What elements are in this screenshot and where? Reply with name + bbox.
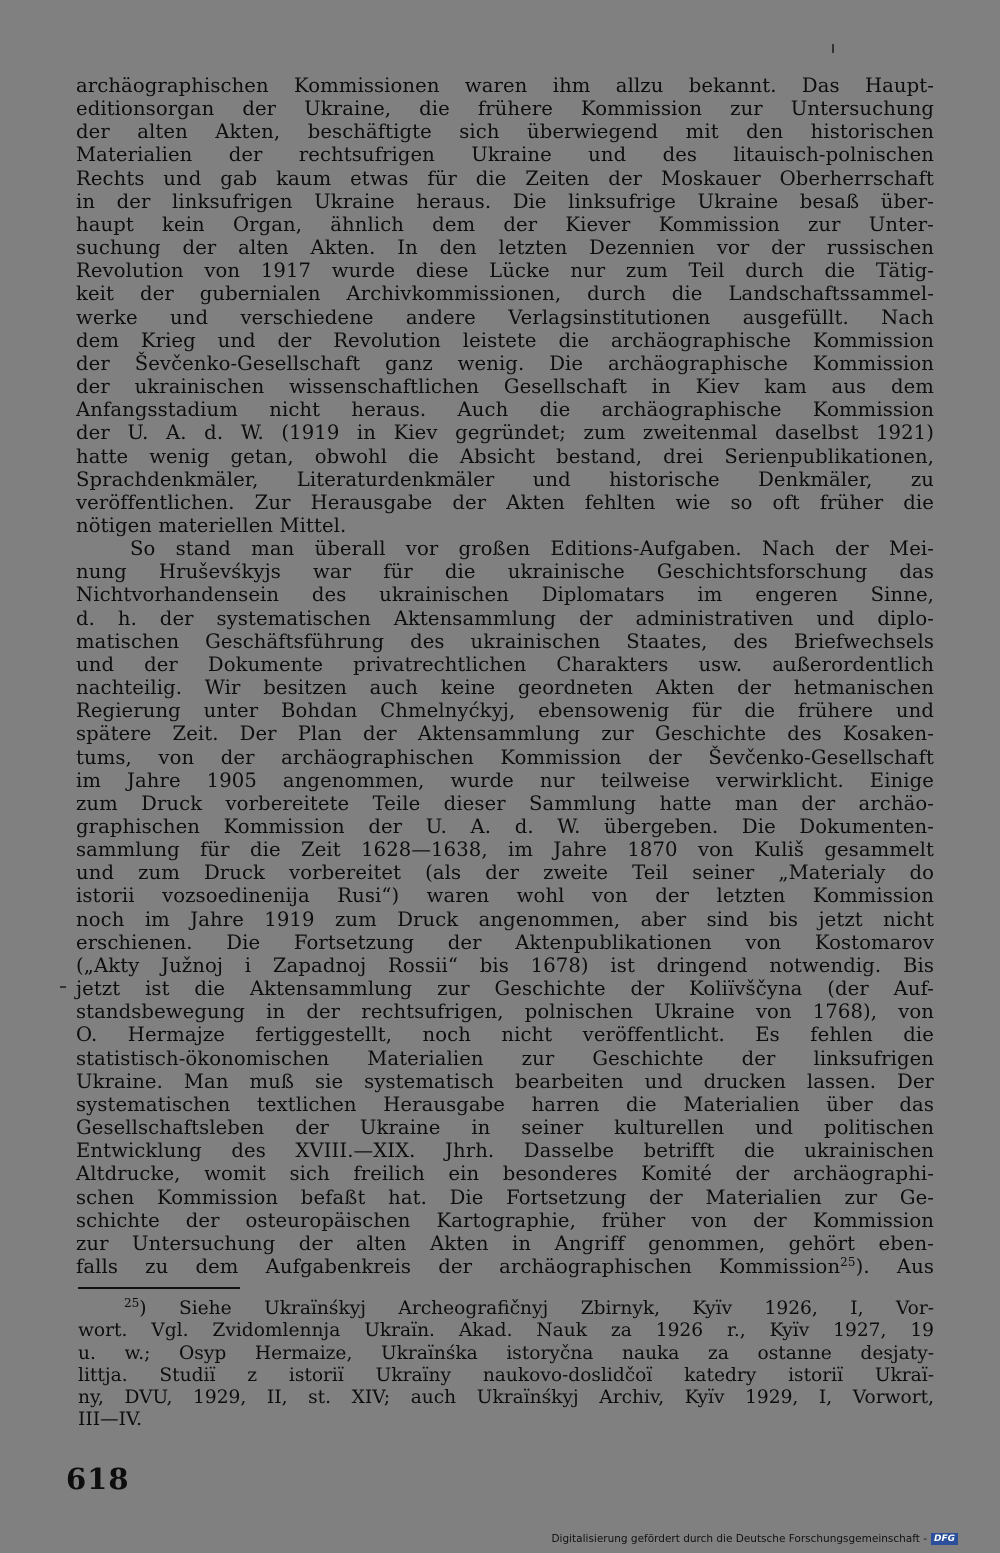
text-line: jetzt ist die Aktensammlung zur Geschichte der Koliïvščyna (der Auf-: [76, 977, 934, 1001]
paragraph-1: [76, 74, 934, 537]
text-line: Materialien der rechtsufrigen Ukraine und des litauisch-polnischen: [76, 143, 934, 167]
footnote-divider: [78, 1287, 240, 1289]
text-line: der Ševčenko-Gesellschaft ganz wenig. Die archäographische Kommission: [76, 351, 934, 375]
text-line: dem Krieg und der Revolution leistete die archäographische Kommission: [76, 328, 934, 352]
text-line: der U. A. d. W. (1919 in Kiev gegründet; zum zweitenmal daselbst 1921): [76, 421, 934, 445]
footnote-marker: 25: [124, 1296, 140, 1310]
text-line: tums, von der archäographischen Kommission der Ševčenko-Gesellschaft: [76, 745, 934, 769]
text-line: graphischen Kommission der U. A. d. W. übergeben. Die Dokumenten-: [76, 815, 934, 838]
text-line: sammlung für die Zeit 1628—1638, im Jahre 1870 von Kuliš gesammelt: [76, 838, 934, 862]
footnote-line: u. w.; Osyp Hermaize, Ukraïnśka istoryčna nauka za ostanne desjaty-: [78, 1342, 934, 1364]
text-line: im Jahre 1905 angenommen, wurde nur teilweise verwirklicht. Einige: [76, 768, 934, 792]
text-line: haupt kein Organ, ähnlich dem der Kiever Kommission zur Unter-: [76, 212, 934, 236]
text-line: schichte der osteuropäischen Kartographie, früher von der Kommission: [76, 1208, 934, 1232]
text-line: spätere Zeit. Der Plan der Aktensammlung zur Geschichte des Kosaken-: [76, 722, 934, 746]
paragraph-2: [76, 537, 934, 1278]
text-fragment: ). Aus: [855, 1254, 935, 1278]
text-line: werke und verschiedene andere Verlagsinstitutionen ausgefüllt. Nach: [76, 305, 934, 329]
text-line: Rechts und gab kaum etwas für die Zeiten der Moskauer Oberherrschaft: [76, 166, 934, 190]
text-line: Sprachdenkmäler, Literaturdenkmäler und historische Denkmäler, zu: [76, 467, 934, 491]
main-text: [76, 74, 934, 1278]
text-line: noch im Jahre 1919 zum Druck angenommen, aber sind bis jetzt nicht: [76, 907, 934, 931]
text-line: zum Druck vorbereitete Teile dieser Sammlung hatte man der archäo-: [76, 791, 934, 815]
footnote-text: ) Siehe Ukraïnśkyj Archeografičnyj Zbirnyk, Kyïv 1926, I, Vor-: [139, 1298, 934, 1319]
page-number: 618: [66, 1462, 130, 1496]
scan-mark: [60, 986, 66, 988]
funding-text: Digitalisierung gefördert durch die Deutsche Forschungsgemeinschaft -: [551, 1533, 927, 1545]
text-fragment: falls zu dem Aufgabenkreis der archäographischen Kommission: [76, 1254, 841, 1278]
text-line: matischen Geschäftsführung des ukrainischen Staates, des Briefwechsels: [76, 629, 934, 653]
footnote-line: wort. Vgl. Zvidomlennja Ukraïn. Akad. Nauk za 1926 r., Kyïv 1927, 19: [78, 1320, 934, 1342]
text-line: erschienen. Die Fortsetzung der Aktenpublikationen von Kostomarov: [76, 930, 934, 954]
text-line: [76, 1255, 934, 1278]
text-line: („Akty Južnoj i Zapadnoj Rossii“ bis 1678) ist dringend notwendig. Bis: [76, 953, 934, 977]
footnote-line: [78, 1298, 934, 1320]
text-line: suchung der alten Akten. In den letzten Dezennien vor der russischen: [76, 236, 934, 260]
text-line: zur Untersuchung der alten Akten in Angriff genommen, gehört eben-: [76, 1231, 934, 1255]
text-line: Gesellschaftsleben der Ukraine in seiner kulturellen und politischen: [76, 1116, 934, 1140]
text-line: nung Hruševśkyjs war für die ukrainische Geschichtsforschung das: [76, 560, 934, 584]
text-line: statistisch-ökonomischen Materialien zur Geschichte der linksufrigen: [76, 1046, 934, 1070]
footnote-line: littja. Studiï z istoriï Ukraïny naukovo-doslidčoï katedry istoriï Ukraï-: [78, 1364, 934, 1386]
text-line: Ukraine. Man muß sie systematisch bearbeiten und drucken lassen. Der: [76, 1069, 934, 1093]
text-line: nachteilig. Wir besitzen auch keine geordneten Akten der hetmanischen: [76, 676, 934, 700]
text-line: und zum Druck vorbereitet (als der zweite Teil seiner „Materialy do: [76, 861, 934, 885]
footnote-line: III—IV.: [78, 1409, 143, 1431]
dfg-logo: DFG: [931, 1533, 958, 1545]
text-line: der alten Akten, beschäftigte sich überwiegend mit den historischen: [76, 120, 934, 144]
text-line: editionsorgan der Ukraine, die frühere Kommission zur Untersuchung: [76, 97, 934, 121]
text-line: archäographischen Kommissionen waren ihm allzu bekannt. Das Haupt-: [76, 74, 934, 97]
text-line: keit der gubernialen Archivkommissionen, durch die Landschaftssammel-: [76, 282, 934, 306]
text-line: O. Hermajze fertiggestellt, noch nicht veröffentlicht. Es fehlen die: [76, 1023, 934, 1047]
text-line: in der linksufrigen Ukraine heraus. Die linksufrige Ukraine besaß über-: [76, 189, 934, 213]
text-line: Revolution von 1917 wurde diese Lücke nur zum Teil durch die Tätig-: [76, 259, 934, 283]
footnote-reference[interactable]: 25: [840, 1254, 856, 1269]
text-line: Anfangsstadium nicht heraus. Auch die archäographische Kommission: [76, 398, 934, 422]
text-line: istorii vozsoedinenija Rusi“) waren wohl von der letzten Kommission: [76, 884, 934, 908]
text-line: nötigen materiellen Mittel.: [76, 513, 347, 537]
text-line: Entwicklung des XVIII.—XIX. Jhrh. Dasselbe betrifft die ukrainischen: [76, 1139, 934, 1163]
text-line: d. h. der systematischen Aktensammlung der administrativen und diplo-: [76, 606, 934, 630]
scan-mark: [832, 44, 834, 53]
text-line: und der Dokumente privatrechtlichen Charakters usw. außerordentlich: [76, 652, 934, 676]
text-line: Altdrucke, womit sich freilich ein besonderes Komité der archäographi-: [76, 1162, 934, 1186]
footnote: [78, 1298, 934, 1432]
text-line: der ukrainischen wissenschaftlichen Gesellschaft in Kiev kam aus dem: [76, 375, 934, 399]
text-line: hatte wenig getan, obwohl die Absicht bestand, drei Serienpublikationen,: [76, 444, 934, 468]
funding-note: [551, 1533, 958, 1545]
text-line: standsbewegung in der rechtsufrigen, polnischen Ukraine von 1768), von: [76, 1000, 934, 1024]
footnote-line: ny, DVU, 1929, II, st. XIV; auch Ukraïnśkyj Archiv, Kyïv 1929, I, Vorwort,: [78, 1387, 934, 1409]
text-line: schen Kommission befaßt hat. Die Fortsetzung der Materialien zur Ge-: [76, 1185, 934, 1209]
text-line: Regierung unter Bohdan Chmelnyćkyj, ebensowenig für die frühere und: [76, 699, 934, 723]
text-line: veröffentlichen. Zur Herausgabe der Akten fehlten wie so oft früher die: [76, 490, 934, 514]
text-line: So stand man überall vor großen Editions-Aufgaben. Nach der Mei-: [130, 537, 934, 561]
text-line: Nichtvorhandensein des ukrainischen Diplomatars im engeren Sinne,: [76, 583, 934, 607]
text-line: systematischen textlichen Herausgabe harren die Materialien über das: [76, 1092, 934, 1116]
